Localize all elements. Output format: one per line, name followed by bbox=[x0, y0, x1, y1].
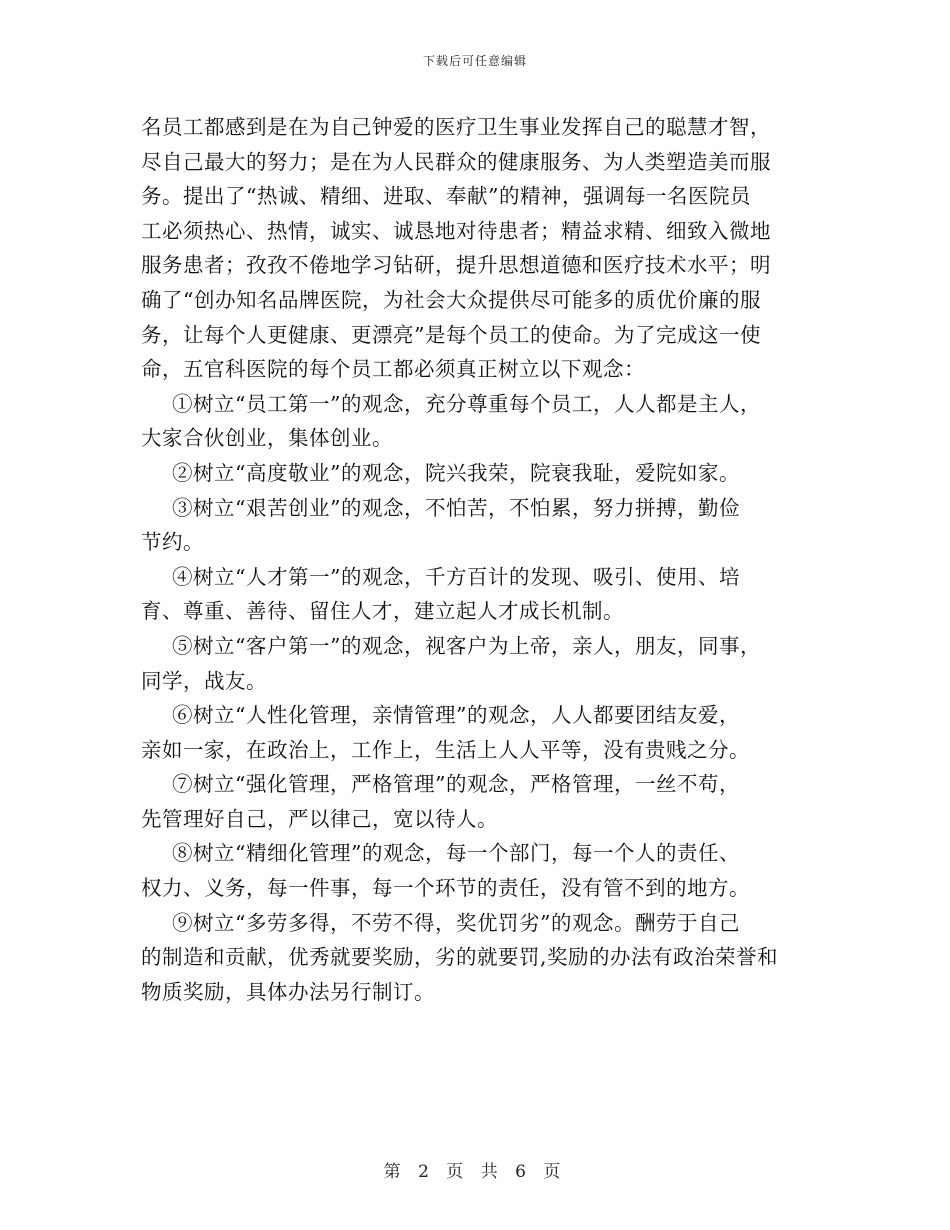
text-line: 先管理好自己，严以律己，宽以待人。 bbox=[141, 806, 498, 831]
text-line: 工必须热心、热情，诚实、诚恳地对待患者；精益求精、细致入微地 bbox=[141, 218, 771, 243]
text-line: 务，让每个人更健康、更漂亮”是每个员工的使命。为了完成这一使 bbox=[141, 322, 761, 347]
text-line: ⑨树立“多劳多得，不劳不得，奖优罚劣”的观念。酬劳于自己 bbox=[172, 910, 740, 935]
text-line: 名员工都感到是在为自己钟爱的医疗卫生事业发挥自己的聪慧才智， bbox=[141, 115, 771, 139]
text-line: 大家合伙创业，集体创业。 bbox=[141, 426, 393, 451]
text-line: 育、尊重、善待、留住人才，建立起人才成长机制。 bbox=[141, 599, 624, 624]
text-line: ③树立“艰苦创业”的观念，不怕苦，不怕累，努力拼搏，勤俭 bbox=[172, 495, 740, 520]
text-line: ⑦树立“强化管理，严格管理”的观念，严格管理，一丝不苟， bbox=[172, 772, 740, 797]
text-line: ④树立“人才第一”的观念，千方百计的发现、吸引、使用、培 bbox=[172, 564, 740, 589]
text-line: ⑧树立“精细化管理”的观念，每一个部门，每一个人的责任、 bbox=[172, 841, 740, 866]
text-line: 权力、义务，每一件事，每一个环节的责任，没有管不到的地方。 bbox=[141, 876, 750, 901]
text-line: ⑤树立“客户第一”的观念，视客户为上帝，亲人，朋友，同事， bbox=[172, 633, 761, 658]
text-line: 务。提出了“热诚、精细、进取、奉献”的精神，强调每一名医院员 bbox=[141, 184, 751, 209]
text-line: 同学，战友。 bbox=[141, 668, 267, 693]
text-line: 节约。 bbox=[141, 530, 204, 555]
text-line: 的制造和贡献，优秀就要奖励，劣的就要罚,奖励的办法有政治荣誉和 bbox=[141, 945, 779, 970]
text-line: ②树立“高度敬业”的观念，院兴我荣，院衰我耻，爱院如家。 bbox=[172, 460, 740, 485]
text-line: 服务患者；孜孜不倦地学习钻研，提升思想道德和医疗技术水平；明 bbox=[141, 253, 771, 278]
text-line: ⑥树立“人性化管理，亲情管理”的观念，人人都要团结友爱， bbox=[172, 703, 740, 728]
text-line: ①树立“员工第一”的观念，充分尊重每个员工，人人都是主人， bbox=[172, 391, 761, 416]
page-footer: 第 2 页 共 6 页 bbox=[383, 1162, 567, 1182]
text-line: 物质奖励，具体办法另行制订。 bbox=[141, 979, 435, 1004]
text-line: 命，五官科医院的每个员工都必须真正树立以下观念： bbox=[141, 357, 645, 382]
page-header: 下载后可任意编辑 bbox=[422, 54, 527, 68]
text-line: 亲如一家，在政治上，工作上，生活上人人平等，没有贵贱之分。 bbox=[141, 737, 750, 762]
document-body bbox=[141, 110, 811, 1009]
text-line: 尽自己最大的努力；是在为人民群众的健康服务、为人类塑造美而服 bbox=[141, 149, 771, 174]
text-line: 确了“创办知名品牌医院，为社会大众提供尽可能多的质优价廉的服 bbox=[141, 287, 761, 312]
